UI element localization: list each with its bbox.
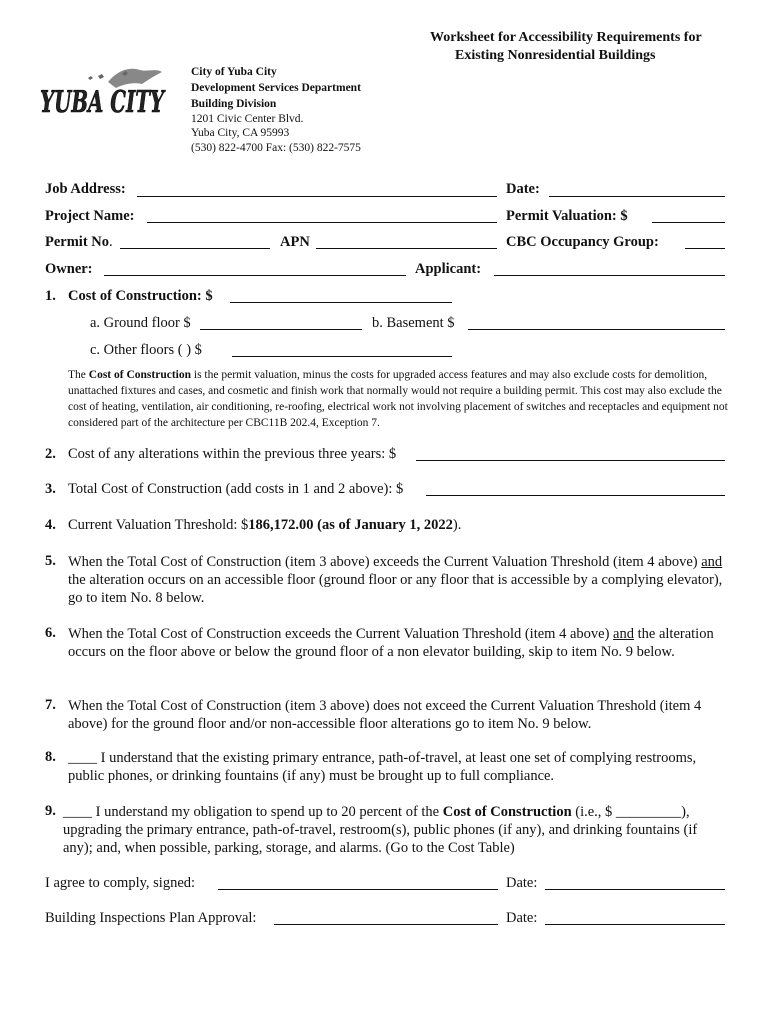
item5-underlined: and [701,554,723,570]
plan-approval-field[interactable] [274,924,498,925]
plan-approval-label: Building Inspections Plan Approval: [45,910,257,926]
org-address-line1: 1201 Civic Center Blvd. [191,113,304,125]
item9-text[interactable] [63,803,728,857]
logo-graphic [38,62,168,132]
note-bold-term: Cost of Construction [88,369,191,381]
owner-field[interactable] [104,275,406,276]
date-field[interactable] [549,196,725,197]
item9-part2: (i.e., $ _________), upgrading the primary entrance, path-of-travel, restroom(s), public phones (if any), and drinking fountains (if any); and, when possible, parking, storage, and alarms. (Go to the Cost Table) [63,804,698,856]
item9-part1: ____ I understand my obligation to spend up to 20 percent of the [63,804,443,820]
item8-number: 8. [45,749,56,765]
agree-signed-label: I agree to comply, signed: [45,875,196,891]
previous-alterations-field[interactable] [416,460,725,461]
permit-valuation-field[interactable] [652,222,725,223]
permit-no-field[interactable] [120,248,270,249]
project-name-field[interactable] [147,222,497,223]
item6-part2: the alteration occurs on the floor above or below the ground floor of a non elevator building, skip to item No. 9 below. [68,626,714,660]
job-address-label: Job Address: [45,181,126,197]
item6-text [68,625,728,661]
owner-label: Owner: [45,261,93,277]
item1-label: Cost of Construction: $ [68,288,213,304]
valuation-threshold-amount: 186,172.00 [248,517,314,533]
item3-text: Total Cost of Construction (add costs in 1 and 2 above): $ [68,481,404,497]
applicant-field[interactable] [494,275,725,276]
item6-part1: When the Total Cost of Construction exceeds the Current Valuation Threshold (item 4 above) [68,626,614,642]
apn-label: APN [280,234,310,250]
cbc-occupancy-field[interactable] [685,248,725,249]
job-address-field[interactable] [137,196,497,197]
other-floors-label: c. Other floors ( ) $ [90,342,202,358]
item4-end: ). [452,517,462,533]
item1-number: 1. [45,288,56,304]
logo-text: YUBA CITY [40,85,166,120]
form-title-line1: Worksheet for Accessibility Requirements for [430,30,702,45]
project-name-label: Project Name: [45,208,135,224]
permit-no-label [45,234,113,251]
basement-field[interactable] [468,329,725,330]
item3-number: 3. [45,481,56,497]
item2-number: 2. [45,446,56,462]
permit-no-text: Permit No [45,234,110,250]
cost-definition-note [68,367,728,431]
signature-field[interactable] [218,889,498,890]
basement-label: b. Basement $ [372,315,455,331]
item5-text [68,553,728,607]
item9-number: 9. [45,803,56,819]
approval-date-label: Date: [506,910,538,926]
item5-number: 5. [45,553,56,569]
item7-text: When the Total Cost of Construction (item 3 above) does not exceed the Current Valuation Threshold (item 4 above) for the ground floor and/or non-accessible floor alterations go to item No. 9 below. [68,698,702,732]
permit-valuation-label: Permit Valuation: $ [506,208,628,224]
ground-floor-label: a. Ground floor $ [90,315,191,331]
approval-date-field[interactable] [545,924,725,925]
note-prefix: The [68,369,89,381]
ground-floor-field[interactable] [200,329,362,330]
signature-date-label: Date: [506,875,538,891]
org-address-line2: Yuba City, CA 95993 [191,127,290,139]
item8-text[interactable]: ____ I understand that the existing primary entrance, path-of-travel, at least one set of complying restrooms, public phones, or drinking fountains (if any) must be brought up to full compliance. [68,750,697,784]
item6-underlined: and [613,626,634,642]
cbc-occupancy-label: CBC Occupancy Group: [506,234,659,250]
org-phone: (530) 822-4700 Fax: (530) 822-7575 [191,142,361,154]
date-label: Date: [506,181,540,197]
org-division: Building Division [191,98,277,110]
item4-text [68,517,461,534]
org-name: City of Yuba City [191,66,277,78]
item5-part2: the alteration occurs on an accessible floor (ground floor or any floor that is accessible by a complying elevator), go to item No. 8 below. [68,572,723,606]
cost-of-construction-field[interactable] [230,302,452,303]
org-department: Development Services Department [191,82,361,94]
item9-bold-term: Cost of Construction [442,804,572,820]
item4-label: Current Valuation Threshold: $ [68,517,249,533]
item6-number: 6. [45,625,56,641]
valuation-threshold-date: (as of January 1, 2022 [317,517,453,533]
item4-number: 4. [45,517,56,533]
yuba-city-logo [38,62,168,132]
applicant-label: Applicant: [415,261,482,277]
apn-field[interactable] [316,248,497,249]
other-floors-field[interactable] [232,356,452,357]
item7-number: 7. [45,697,56,713]
total-cost-field[interactable] [426,495,725,496]
item2-text: Cost of any alterations within the previous three years: $ [68,446,397,462]
permit-no-dot: . [109,234,113,250]
signature-date-field[interactable] [545,889,725,890]
item5-part1: When the Total Cost of Construction (item 3 above) exceeds the Current Valuation Threshold (item 4 above) [68,554,702,570]
note-text: is the permit valuation, minus the costs for upgraded access features and may also exclude costs for demolition, unattached fixtures and cases, and cosmetic and finish work that normally would not require a building permit. This cost may also exclude the cost of heating, ventilation, air conditioning, re-roofing, electrical work not involving placement of switches and receptacles and equipment not considered part of the architecture per CBC11B 202.4, Exception 7. [68,369,728,429]
form-title-line2: Existing Nonresidential Buildings [455,48,656,63]
